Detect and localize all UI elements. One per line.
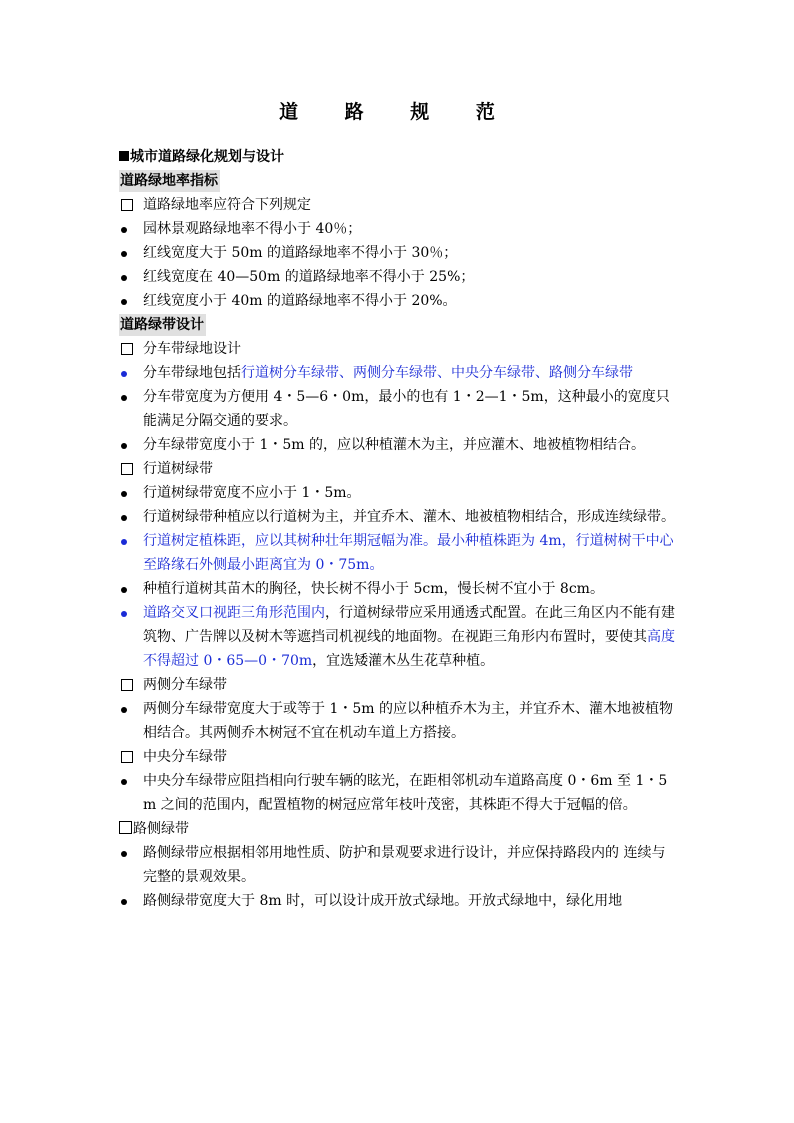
list-item: 两侧分车绿带宽度大于或等于 1・5m 的应以种植乔木为主，并宜乔木、灌木地被植物相结合。其两侧乔木树冠不宜在机动车道上方搭接。 [119,697,679,745]
page-title: 道 路 规 范 [279,101,515,123]
bullet-icon [119,697,143,721]
list-item: 分车绿带宽度小于 1・5m 的，应以种植灌木为主，并应灌木、地被植物相结合。 [119,433,679,457]
checkbox-icon [119,745,143,769]
bullet-icon [119,433,143,457]
bullet-icon [119,385,143,409]
checkbox-icon [119,673,143,697]
bullet-icon [119,577,143,601]
checkbox-icon [119,337,143,361]
bullet-icon [119,841,143,865]
list-item: 红线宽度大于 50m 的道路绿地率不得小于 30％； [119,241,679,265]
bullet-icon [119,289,143,313]
list-item: 红线宽度小于 40m 的道路绿地率不得小于 20%。 [119,289,679,313]
main-heading: 城市道路绿化规划与设计 [119,145,679,169]
list-item: 行道树绿带宽度不应小于 1・5m。 [119,481,679,505]
bullet-icon [119,769,143,793]
subheading: 两侧分车绿带 [119,673,679,697]
subheading: 分车带绿地设计 [119,337,679,361]
list-item: 种植行道树其苗木的胸径，快长树不得小于 5cm，慢长树不宜小于 8cm。 [119,577,679,601]
bullet-icon [119,505,143,529]
checkbox-icon [119,193,143,217]
bullet-icon [119,601,143,625]
subheading: 道路绿地率应符合下列规定 [119,193,679,217]
subheading: 路侧绿带 [119,817,679,841]
list-item: 中央分车绿带应阻挡相向行驶车辆的眩光，在距相邻机动车道路高度 0・6m 至 1・5m 之间的范围内，配置植物的树冠应常年枝叶茂密，其株距不得大于冠幅的倍。 [119,769,679,817]
bullet-icon [119,481,143,505]
list-item: 分车带宽度为方便用 4・5—6・0m，最小的也有 1・2—1・5m，这种最小的宽度只能满足分隔交通的要求。 [119,385,679,433]
list-item: 路侧绿带应根据相邻用地性质、防护和景观要求进行设计，并应保持路段内的 连续与完整的景观效果。 [119,841,679,889]
subheading: 行道树绿带 [119,457,679,481]
bullet-icon [119,265,143,289]
list-item: 分车带绿地包括行道树分车绿带、两侧分车绿带、中央分车绿带、路侧分车绿带 [119,361,679,385]
list-item: 红线宽度在 40—50m 的道路绿地率不得小于 25%； [119,265,679,289]
section-heading-1: 道路绿地率指标 [119,169,679,193]
subheading: 中央分车绿带 [119,745,679,769]
bullet-icon [119,217,143,241]
list-item: 道路交叉口视距三角形范围内，行道树绿带应采用通透式配置。在此三角区内不能有建筑物、广告牌以及树木等遮挡司机视线的地面物。在视距三角形内布置时，要使其高度不得超过 0・65—0・70m，宜选矮灌木丛生花草种植。 [119,601,679,673]
bullet-icon [119,529,143,553]
filled-square-icon [119,151,129,161]
list-item: 园林景观路绿地率不得小于 40％； [119,217,679,241]
list-item: 行道树定植株距，应以其树种壮年期冠幅为准。最小种植株距为 4m，行道树树干中心至路缘石外侧最小距离宜为 0・75m。 [119,529,679,577]
checkbox-icon [119,821,132,834]
list-item: 行道树绿带种植应以行道树为主，并宜乔木、灌木、地被植物相结合，形成连续绿带。 [119,505,679,529]
bullet-icon [119,361,143,385]
document-body [119,145,679,913]
section-heading-2: 道路绿带设计 [119,313,679,337]
bullet-icon [119,889,143,913]
checkbox-icon [119,457,143,481]
list-item: 路侧绿带宽度大于 8m 时，可以设计成开放式绿地。开放式绿地中，绿化用地 [119,889,679,913]
bullet-icon [119,241,143,265]
